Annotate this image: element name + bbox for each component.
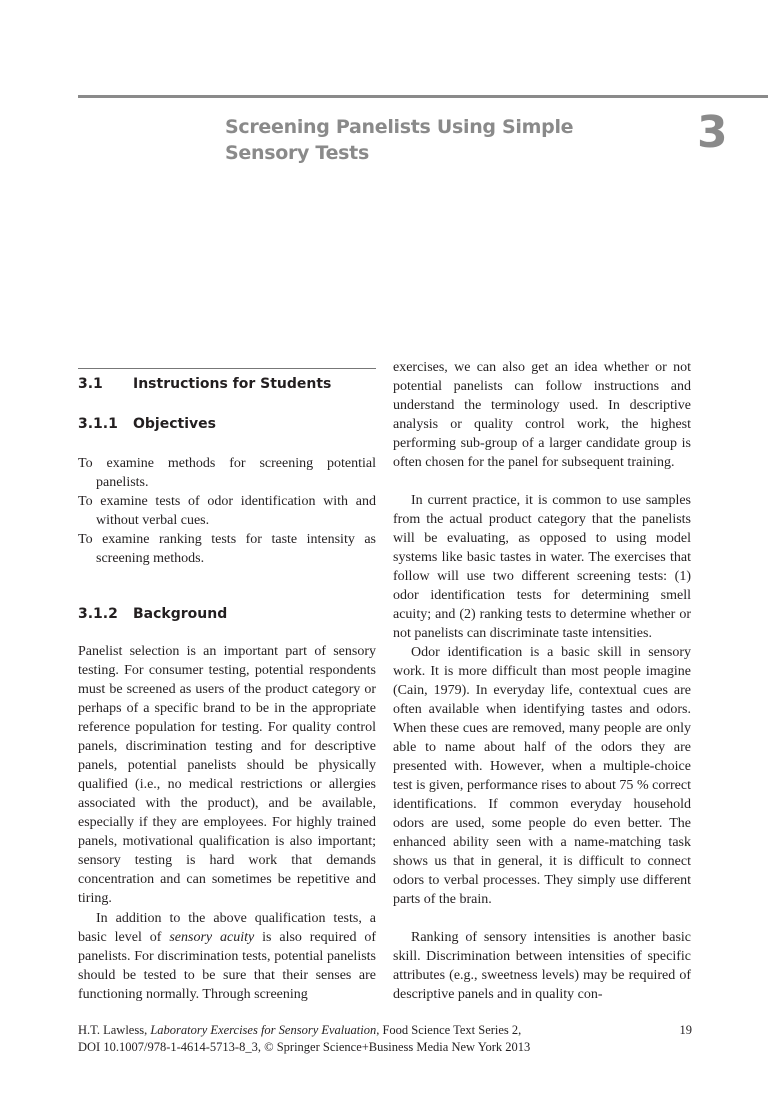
background-paragraph-1: Panelist selection is an important part of sensory testing. For consumer testing, potential respondents must be screened as users of the product category or perhaps of a specific brand to be in the appropriate reference population for testing. For quality control panels, discrimination testing and for descriptive panels, potential panelists should be physically qualified (i.e., no medical restrictions or allergies associated with the product), and be available, especially if they are employees. For highly trained panels, motivational qualification is also important; sensory testing is hard work that demands concentration and can sometimes be repetitive and tiring. [78,644,376,906]
sensory-acuity-term: sensory acuity [169,930,255,945]
page-number: 19 [679,1023,692,1037]
objective-item: To examine methods for screening potential panelists. [78,456,376,490]
background-number: 3.1.2 [78,606,118,622]
background-paragraph-5: Ranking of sensory intensities is another basic skill. Discrimination between intensities of specific attributes (e.g., sweetness levels) may be required of descriptive panels and in quality con- [393,930,691,1002]
objective-item: To examine tests of odor identification with and without verbal cues. [78,494,376,528]
background-paragraph-3: In current practice, it is common to use samples from the actual product category that the panelists will be evaluating, as opposed to using model systems like basic tastes in water. The exercises that follow will use two different screening tests: (1) odor identification tests for determining smell acuity; and (2) ranking tests to determine whether or not panelists can discriminate taste intensities. [393,493,691,641]
objectives-list [78,454,376,568]
background-paragraph-2 [78,909,376,1004]
section-title: Instructions for Students [133,376,332,392]
footer-book-title: Laboratory Exercises for Sensory Evaluation [150,1023,377,1037]
footer-author: H.T. Lawless, [78,1023,151,1037]
background-paragraph-4: Odor identification is a basic skill in sensory work. It is more difficult than most people imagine (Cain, 1979). In everyday life, contextual cues are often available when identifying tastes and odors. When these cues are removed, many people are only able to name about half of the odors they are presented with. However, when a multiple-choice test is given, performance rises to about 75 % correct identifications. If common everyday household odors are used, some people do even better. The enhanced ability seen with a name-matching task shows us that in general, it is difficult to connect odors to verbal processes. They simply use different parts of the brain. [393,645,691,907]
chapter-title [225,114,625,166]
objectives-heading [78,415,216,433]
background-heading [78,605,227,623]
page-footer [78,1022,692,1056]
objective-item: To examine ranking tests for taste intensity as screening methods. [78,532,376,566]
objectives-number: 3.1.1 [78,416,118,432]
footer-citation [78,1022,692,1039]
footer-series: , Food Science Text Series 2, [376,1023,522,1037]
background-title: Background [133,606,228,622]
section-rule [78,368,376,369]
section-number: 3.1 [78,376,103,392]
paragraph-2-text-b: is also required of panelists. For discrimination tests, potential panelists should be tested to be sure that their senses are functioning normally. Through screening [78,930,376,1002]
background-paragraph-2-continued: exercises, we can also get an idea whether or not potential panelists can follow instructions and understand the terminology used. In descriptive analysis or quality control work, the highest performing sub-group of a larger candidate group is often chosen for the panel for subsequent training. [393,360,691,470]
paragraph-2-text-a: In addition to the above qualification tests, a basic level of [78,911,376,945]
chapter-title-line-1: Screening Panelists Using Simple [225,116,574,138]
top-rule [78,95,768,98]
section-heading [78,375,331,393]
chapter-title-line-2: Sensory Tests [225,142,369,164]
footer-doi: DOI 10.1007/978-1-4614-5713-8_3, © Springer Science+Business Media New York 2013 [78,1040,531,1054]
chapter-number: 3 [697,107,728,158]
objectives-title: Objectives [133,416,216,432]
